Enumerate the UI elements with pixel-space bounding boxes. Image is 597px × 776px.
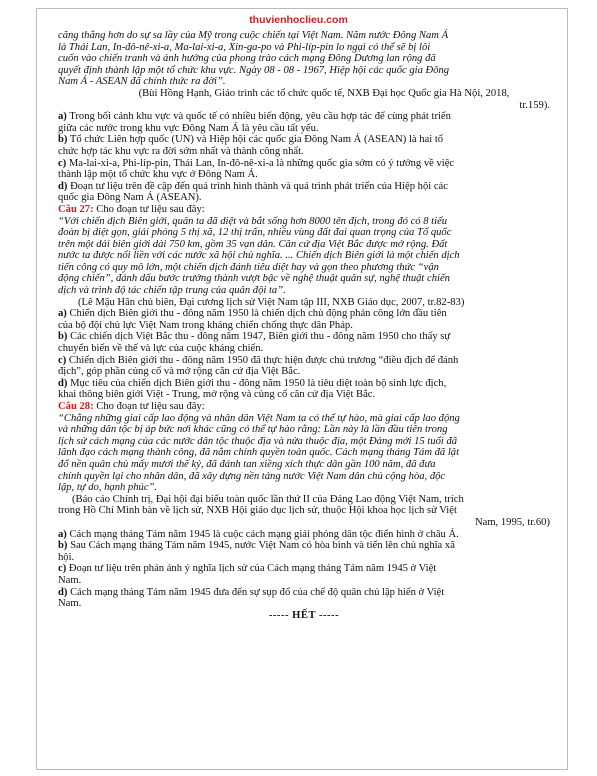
option-label: b) <box>58 540 68 552</box>
option-text: Nam. <box>58 574 82 586</box>
option-c <box>58 563 550 586</box>
passage-line: cuốn vào chiến tranh và ảnh hưởng của phong trào cách mạng Đông Dương lan rộng đã <box>58 53 436 65</box>
quote-line: đổ nền quân chủ mấy mươi thế kỷ, đã đánh tan xiềng xích thực dân gần 100 năm, đã đưa <box>58 458 436 470</box>
option-b <box>58 134 550 157</box>
option-text: Cách mạng tháng Tám năm 1945 đưa đến sự sụp đổ của chế độ quân chủ lập hiến ở Việt <box>70 586 445 598</box>
option-label: b) <box>58 134 68 146</box>
option-text: Chiến dịch Biên giới thu - đông năm 1950 là chiến dịch chủ động phản công lớn đầu tiên <box>69 308 447 320</box>
option-label: a) <box>58 111 67 123</box>
option-text: khai thông biên giới Việt - Trung, mở rộng và củng cố căn cứ địa Việt Bắc. <box>58 389 376 401</box>
option-text: Các chiến dịch Việt Bắc thu - đông năm 1947, Biên giới thu - đông năm 1950 cho thấy sự <box>70 331 451 343</box>
option-text: quốc gia Đông Nam Á (ASEAN). <box>58 192 202 204</box>
option-label: d) <box>58 377 68 389</box>
option-a <box>58 111 550 134</box>
passage-line: Nam Á - ASEAN đã chính thức ra đời”. <box>58 76 226 88</box>
quote-line: lập, tự do, hạnh phúc”. <box>58 482 158 494</box>
passage-26-source-cont: tr.159). <box>519 99 550 111</box>
option-d <box>58 378 550 401</box>
option-text: thành lập một tổ chức khu vực ở Đông Nam Á. <box>58 169 258 181</box>
option-text: giữa các nước trong khu vực Đông Nam Á là yêu cầu tất yếu. <box>58 122 319 134</box>
passage-26-source: (Bùi Hồng Hạnh, Giáo trình các tổ chức quốc tế, NXB Đại học Quốc gia Hà Nội, 2018, <box>138 87 510 99</box>
option-d <box>58 181 550 204</box>
quote-line: chính quyền lại cho nhân dân, đã xây dựng nền tảng nước Việt Nam dân chủ cộng hòa, độc <box>58 470 446 482</box>
question-number: Câu 27: <box>58 203 94 215</box>
option-label: c) <box>58 354 67 366</box>
option-label: d) <box>58 586 68 598</box>
site-watermark: thuvienhoclieu.com <box>249 14 348 26</box>
end-marker: ----- HẾT ----- <box>268 609 340 621</box>
option-text: của bộ đội chủ lực Việt Nam trong kháng chiến chống thực dân Pháp. <box>58 319 353 331</box>
option-text: địch”, góp phần củng cố và mở rộng căn cứ địa Việt Bắc. <box>58 366 301 378</box>
question-27-heading <box>58 204 550 216</box>
option-b <box>58 331 550 354</box>
quote-line: và những dân tộc bị áp bức nơi khác cũng có thể tự hào rằng: Lần này là lần đầu tiên trong <box>58 424 448 436</box>
option-text: hội. <box>58 551 75 563</box>
option-label: d) <box>58 180 68 192</box>
quote-line: lịch sử cách mạng của các nước dân tộc thuộc địa và nửa thuộc địa, một Đảng mới 15 tuổi đã <box>58 435 458 447</box>
question-28-quote <box>58 413 550 494</box>
question-27-source: (Lê Mậu Hãn chủ biên, Đại cương lịch sử Việt Nam tập III, NXB Giáo dục, 2007, tr.82-83) <box>78 296 465 308</box>
option-label: c) <box>58 157 67 169</box>
option-text: Cách mạng tháng Tám năm 1945 là cuộc cách mạng giải phóng dân tộc điển hình ở châu Á. <box>69 528 459 540</box>
option-text: Ma-lai-xi-a, Phi-líp-pin, Thái Lan, In-đô-nê-xi-a là những quốc gia sớm có ý tưởng về việc <box>68 157 455 169</box>
question-prompt: Cho đoạn tư liệu sau đây: <box>93 203 205 215</box>
question-28-source: (Báo cáo Chính trị, Đại hội đại biểu toàn quốc lần thứ II của Đảng Lao động Việt Nam, trích <box>72 493 464 505</box>
passage-line: là Thái Lan, In-đô-nê-xi-a, Ma-lai-xi-a, Xin-ga-po và Phi-líp-pin lo ngại có thể sẽ bị lôi <box>58 41 431 53</box>
option-c <box>58 158 550 181</box>
question-27-quote <box>58 216 550 297</box>
quote-line: trên một dải biên giới dài 750 km, gồm 35 vạn dân. Căn cứ địa Việt Bắc được mở rộng. Đất <box>58 238 448 250</box>
question-28-heading <box>58 401 550 413</box>
option-text: Đoạn tư liệu trên phản ánh ý nghĩa lịch sử của Cách mạng tháng Tám năm 1945 ở Việt <box>68 563 437 575</box>
quote-line: “Chẳng những giai cấp lao động và nhân dân Việt Nam ta có thể tự hào, mà giai cấp lao động <box>58 412 460 424</box>
question-28-source-cont: trong Hồ Chí Minh bàn về lịch sử, NXB Hội giáo dục lịch sử, thuộc Hội khoa học lịch sử Việt <box>58 505 457 517</box>
option-b <box>58 540 550 563</box>
option-text: Nam. <box>58 598 82 610</box>
option-a <box>58 529 550 541</box>
question-prompt: Cho đoạn tư liệu sau đây: <box>93 401 205 412</box>
option-text: Trong bối cảnh khu vực và quốc tế có nhiều biến động, yêu cầu hợp tác để cùng phát triển <box>69 111 451 123</box>
option-text: Chiến dịch Biên giới thu - đông năm 1950 đã thực hiện được chủ trương “điều địch để đánh <box>68 354 459 366</box>
quote-line: lãnh đạo cách mạng thành công, đã nắm chính quyền toàn quốc. Cách mạng tháng Tám đã lật <box>58 447 460 459</box>
document-body <box>58 30 550 621</box>
option-d <box>58 587 550 610</box>
option-a <box>58 308 550 331</box>
option-text: Sau Cách mạng tháng Tám năm 1945, nước Việt Nam có hòa bình và tiến lên chủ nghĩa xã <box>70 540 455 552</box>
passage-26-text <box>58 30 550 88</box>
quote-line: tiến công có quy mô lớn, một chiến dịch đánh tiêu diệt hay và gọn theo phương thức “vận <box>58 261 439 273</box>
option-text: Mục tiêu của chiến dịch Biên giới thu - đông năm 1950 là tiêu diệt toàn bộ sinh lực địch, <box>70 377 447 389</box>
quote-line: “Với chiến dịch Biên giới, quân ta đã diệt và bắt sống hơn 8000 tên địch, trong đó có 8 tiểu <box>58 215 448 227</box>
option-text: chức hợp tác khu vực ra đời sớm nhất và thành công nhất. <box>58 145 304 157</box>
option-label: a) <box>58 528 67 540</box>
quote-line: đoàn bị diệt gọn, giải phóng 5 thị xã, 12 thị trấn, nhiều vùng đất đai quan trọng của Tổ quốc <box>58 227 452 239</box>
option-label: a) <box>58 308 67 320</box>
quote-line: nước ta được nối liền với các nước xã hội chủ nghĩa. ... Chiến dịch Biên giới là một chiến dịch <box>58 250 460 262</box>
option-text: Đoạn tư liệu trên đề cập đến quá trình hình thành và quá trình phát triển của Hiệp hội các <box>70 180 448 192</box>
option-text: Tổ chức Liên hợp quốc (UN) và Hiệp hội các quốc gia Đông Nam Á (ASEAN) là hai tổ <box>69 134 444 146</box>
option-c <box>58 355 550 378</box>
option-label: c) <box>58 563 67 575</box>
option-text: chuyển biến về thế và lực của cuộc kháng chiến. <box>58 343 264 355</box>
passage-line: căng thẳng hơn do sự sa lầy của Mỹ trong cuộc chiến tại Việt Nam. Năm nước Đông Nam Á <box>58 30 449 41</box>
option-label: b) <box>58 331 68 343</box>
question-number: Câu 28: <box>58 401 94 412</box>
passage-line: quyết định thành lập một tổ chức khu vực. Ngày 08 - 08 - 1967, Hiệp hội các quốc gia Đông <box>58 64 450 76</box>
quote-line: dịch và trình độ tác chiến tập trung của quân đội ta”. <box>58 285 286 297</box>
quote-line: động chiến”, đánh dấu bước trưởng thành vượt bậc về nghệ thuật quân sự, nghệ thuật chiến <box>58 273 450 285</box>
question-28-source-end: Nam, 1995, tr.60) <box>474 516 550 528</box>
